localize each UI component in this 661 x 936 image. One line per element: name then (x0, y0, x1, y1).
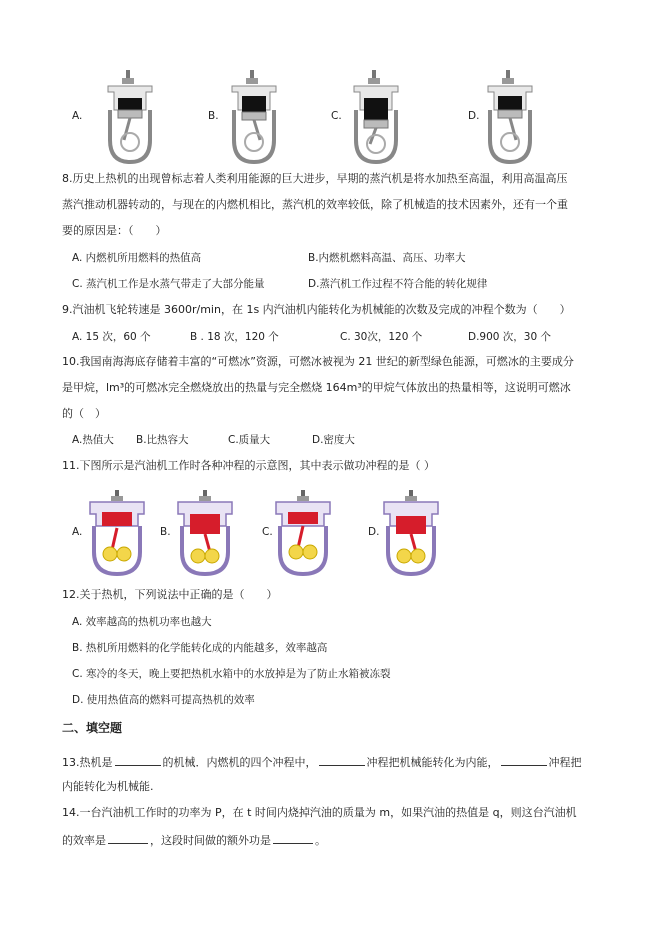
q10-option-b: B.比热容大 (136, 434, 189, 446)
q9-option-a: A. 15 次，60 个 (72, 331, 151, 343)
stroke-diagram-c (270, 490, 336, 578)
q13-line1 (62, 754, 582, 770)
q12-option-b: B. 热机所用燃料的化学能转化成的内能越多，效率越高 (72, 642, 328, 654)
q9-option-c: C. 30次，120 个 (340, 331, 423, 343)
figure-option-label: D. (468, 110, 480, 122)
q12-stem: 12.关于热机，下列说法中正确的是（ ） (62, 588, 278, 601)
q13-text-4: 冲程把 (548, 756, 582, 769)
q8-stem-line2: 蒸汽推动机器转动的，与现在的内燃机相比，蒸汽机的效率较低，除了机械造的技术因素外，还有一个重 (62, 198, 568, 211)
figure-option-label: B. (208, 110, 219, 122)
q13-blank-2[interactable] (319, 754, 365, 766)
engine-diagram-a (100, 70, 160, 166)
q9-option-d: D.900 次，30 个 (468, 331, 552, 343)
q14-line1: 14.一台汽油机工作时的功率为 P，在 t 时间内烧掉汽油的质量为 m，如果汽油的热值是 q，则这台汽油机 (62, 806, 577, 819)
q13-text-3: 冲程把机械能转化为内能， (366, 756, 499, 769)
engine-diagram-d (480, 70, 540, 166)
figure-option-label: D. (368, 526, 380, 538)
q13-blank-3[interactable] (501, 754, 547, 766)
q14-text-3: 。 (315, 834, 326, 847)
q9-option-b: B . 18 次，120 个 (190, 331, 279, 343)
q14-line2 (62, 832, 326, 848)
q12-option-d: D. 使用热值高的燃料可提高热机的效率 (72, 694, 255, 706)
q12-option-c: C. 寒冷的冬天，晚上要把热机水箱中的水放掉是为了防止水箱被冻裂 (72, 668, 391, 680)
figure-option-label: B. (160, 526, 171, 538)
q13-text-1: 13.热机是 (62, 756, 113, 769)
q8-stem-line1: 8.历史上热机的出现曾标志着人类利用能源的巨大进步，早期的蒸汽机是将水加热至高温，利用高温高压 (62, 172, 568, 185)
q8-stem-line3: 要的原因是：（ ） (62, 224, 167, 237)
stroke-diagram-d (378, 490, 444, 578)
q10-stem-line3: 的（ ） (62, 407, 106, 420)
figure-option-label: C. (262, 526, 273, 538)
q8-option-b: B.内燃机燃料高温、高压、功率大 (308, 252, 466, 264)
engine-diagram-c (346, 70, 406, 166)
engine-figure-row-2 (66, 486, 536, 582)
stroke-diagram-a (84, 490, 150, 578)
q13-line2: 内能转化为机械能. (62, 780, 154, 793)
q10-stem-line1: 10.我国南海海底存储着丰富的“可燃冰”资源，可燃冰被视为 21 世纪的新型绿色能源，可燃冰的主要成分 (62, 355, 574, 368)
q14-text-2: ，这段时间做的额外功是 (150, 834, 271, 847)
q8-option-a: A. 内燃机所用燃料的热值高 (72, 252, 202, 264)
engine-figure-row-1 (66, 66, 536, 170)
section-title: 二、填空题 (62, 721, 123, 735)
q9-stem: 9.汽油机飞轮转速是 3600r/min，在 1s 内汽油机内能转化为机械能的次数及完成的冲程个数为（ ） (62, 303, 571, 316)
figure-option-label: A. (72, 526, 83, 538)
engine-diagram-b (224, 70, 284, 166)
q14-blank-1[interactable] (108, 832, 148, 844)
q10-option-a: A.热值大 (72, 434, 114, 446)
figure-option-label: A. (72, 110, 83, 122)
figure-option-label: C. (331, 110, 342, 122)
q10-option-c: C.质量大 (228, 434, 271, 446)
stroke-diagram-b (172, 490, 238, 578)
q14-text-1: 的效率是 (62, 834, 106, 847)
q13-blank-1[interactable] (115, 754, 161, 766)
q12-option-a: A. 效率越高的热机功率也越大 (72, 616, 212, 628)
q11-stem: 11.下图所示是汽油机工作时各种冲程的示意图，其中表示做功冲程的是（ ） (62, 459, 435, 472)
q10-option-d: D.密度大 (312, 434, 355, 446)
q10-stem-line2: 是甲烷，lm³的可燃冰完全燃烧放出的热量与完全燃烧 164m³的甲烷气体放出的热量相等，这说明可燃冰 (62, 381, 571, 394)
q8-option-c: C. 蒸汽机工作是水蒸气带走了大部分能量 (72, 278, 265, 290)
q8-option-d: D.蒸汽机工作过程不符合能的转化规律 (308, 278, 488, 290)
q14-blank-2[interactable] (273, 832, 313, 844)
q13-text-2: 的机械．内燃机的四个冲程中， (162, 756, 317, 769)
